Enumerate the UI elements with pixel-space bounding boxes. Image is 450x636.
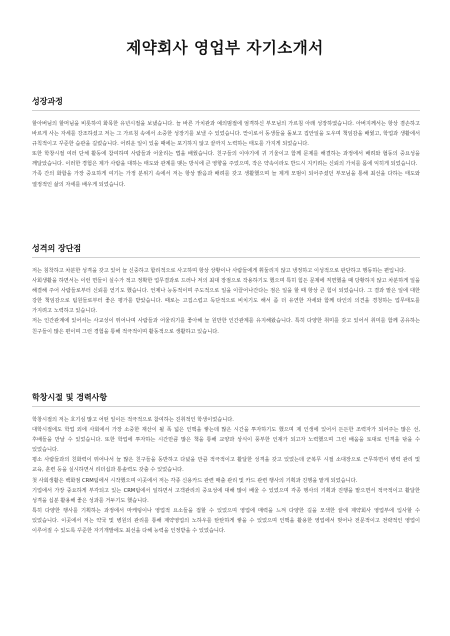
paragraph: 기업에서 가장 중요하게 부각되고 있는 CRM팀에서 일하면서 고객관리의 중요성에 대해 많이 배울 수 있었으며 각종 행사의 기획과 진행을 맡으면서 적극적이고 활달한 성격을 십분 활용해 좋은 성과를 거두기도 했습니다. [32, 487, 420, 504]
section-body-personality [32, 266, 420, 337]
paragraph: 또한 학창시절 여러 단체 활동에 참여하며 사람들과 어울리는 법을 배웠습니다. 친구들의 이야기에 귀 기울이고 함께 문제를 해결하는 과정에서 배려와 협동의 중요성을 깨달았습니다. 이러한 경험은 제가 사람을 대하는 태도와 관계를 맺는 방식에 큰 영향을 주었으며, 작은 약속이라도 반드시 지키려는 신뢰의 가치를 몸에 익히게 되었습니다. [32, 151, 420, 168]
document-title: 제약회사 영업부 자기소개서 [126, 39, 324, 57]
paragraph: 할아버님의 할머님을 비롯하여 화목한 유년시절을 보냈습니다. 늘 바른 가치관과 예의범절에 엄격하신 부모님의 가르침 아래 성장하였습니다. 아버지께서는 항상 겸손하고 바르게 사는 자세를 강조하셨고 저는 그 가르침 속에서 소중한 성장기를 보낼 수 있었습니다. 맏이로서 동생들을 돌보고 집안일을 도우며 책임감을 배웠고, 학업과 생활에서 규칙적이고 꾸준한 습관을 길렀습니다. 어려운 일이 있을 때에는 포기하지 않고 끝까지 노력하는 태도를 가지게 되었습니다. [32, 121, 420, 148]
paragraph: 가족 간의 화합을 가장 중요하게 여기는 가정 분위기 속에서 저는 항상 밝음과 배려를 갖고 생활했으며 늘 제게 모범이 되어주셨던 부모님을 통해 최선을 다하는 태도와 열정적인 삶의 자세를 배우게 되었습니다. [32, 171, 420, 188]
paragraph: 저는 침착하고 차분한 성격을 갖고 있어 늘 신중하고 합리적으로 사고하며 항상 상황이나 사람들에게 휘둘리지 않고 냉정하고 이성적으로 판단하고 행동하는 편입니다. [32, 268, 406, 274]
section-personality [32, 243, 420, 337]
section-body-career [32, 415, 420, 536]
section-growth [32, 96, 420, 190]
paragraph: 대학시절에도 학업 외에 사회에서 가장 소중한 재산이 될 폭 넓은 인맥을 쌓는데 많은 시간을 투자하기도 했으며 제 인생에 있어서 든든한 조력자가 되어주는 많은 선, 후배들을 만날 수 있었습니다. 또한 학업에 투자하는 시간만큼 많은 책을 통해 교양과 상식이 풍부한 인재가 되고자 노력했으며 그런 배움을 토대로 인격을 닦을 수 있었습니다. [32, 427, 420, 454]
section-career [32, 392, 420, 536]
paragraph: 사회생활을 하면서는 이런 면들이 실수가 적고 정확한 업무결과로 드러나 저의 최대 장점으로 작용하기도 했으며 특히 힘든 문제에 직면했을 때 당황하지 않고 차분하게 일을 해결해 주어 사람들로부터 신뢰를 얻기도 했습니다. 언제나 능동적이며 주도적으로 일을 이끌어나간다는 점은 일을 할 때 항상 큰 힘이 되었습니다. 그 결과 맡은 일에 대한 강한 책임감으로 팀원들로부터 좋은 평가를 받았습니다. 때로는 고집스럽고 독단적으로 비치기도 해서 좀 더 유연한 자세와 함께 타인의 의견을 경청하는 업무태도를 가지려고 노력하고 있습니다. [32, 278, 420, 315]
paragraph: 저는 인간관계에 있어서는 사교성이 뛰어나며 사람들과 어울리기를 좋아해 늘 원만한 인간관계를 유지해왔습니다. 특히 다양한 취미를 갖고 있어서 취미를 함께 공유하는 친구들이 많은 편이며 그런 경험을 통해 적극적이며 활동적으로 생활하고 있습니다. [32, 318, 420, 335]
section-heading-career: 학창시절 및 경력사항 [32, 392, 420, 407]
paragraph: 학창시절의 저는 호기심 많고 어떤 일이든 적극적으로 참여하는 진취적인 학생이었습니다. [32, 417, 234, 423]
paragraph: 평소 사람들과의 친화력이 뛰어나서 늘 많은 친구들을 동반하고 다녔을 만큼 적극적이고 활달한 성격을 갖고 있었는데 군복무 시절 소대장으로 근무하면서 병력 관리 및 교육, 훈련 등을 실시하면서 리더십과 통솔력도 갖출 수 있었습니다. [32, 457, 420, 474]
section-heading-personality: 성격의 장단점 [32, 243, 420, 258]
section-heading-growth: 성장과정 [32, 96, 420, 111]
paragraph: 첫 사회생활은 백화점 CRM팀에서 시작했으며 이곳에서 저는 각종 신용카드 관련 매출 관리 및 카드 관련 행사의 기획과 진행을 맡게 되었습니다. [32, 477, 358, 484]
section-body-growth [32, 119, 420, 190]
paragraph: 특히 다양한 행사를 기획하는 과정에서 마케팅이나 영업적 요소들을 접할 수 있었으며 영업에 매력을 느껴 다양한 길을 모색한 끝에 제약회사 영업부에 입사할 수 있었습니다. 이곳에서 저는 약국 및 병원의 관리를 통해 제약영업의 노하우를 탄탄하게 쌓을 수 있었으며 인맥을 활용한 영업에서 벗어나 전문적이고 전략적인 영업이 이루어질 수 있도록 꾸준한 자기개발에도 최선을 다해 능력을 인정받을 수 있었습니다. [32, 507, 420, 535]
